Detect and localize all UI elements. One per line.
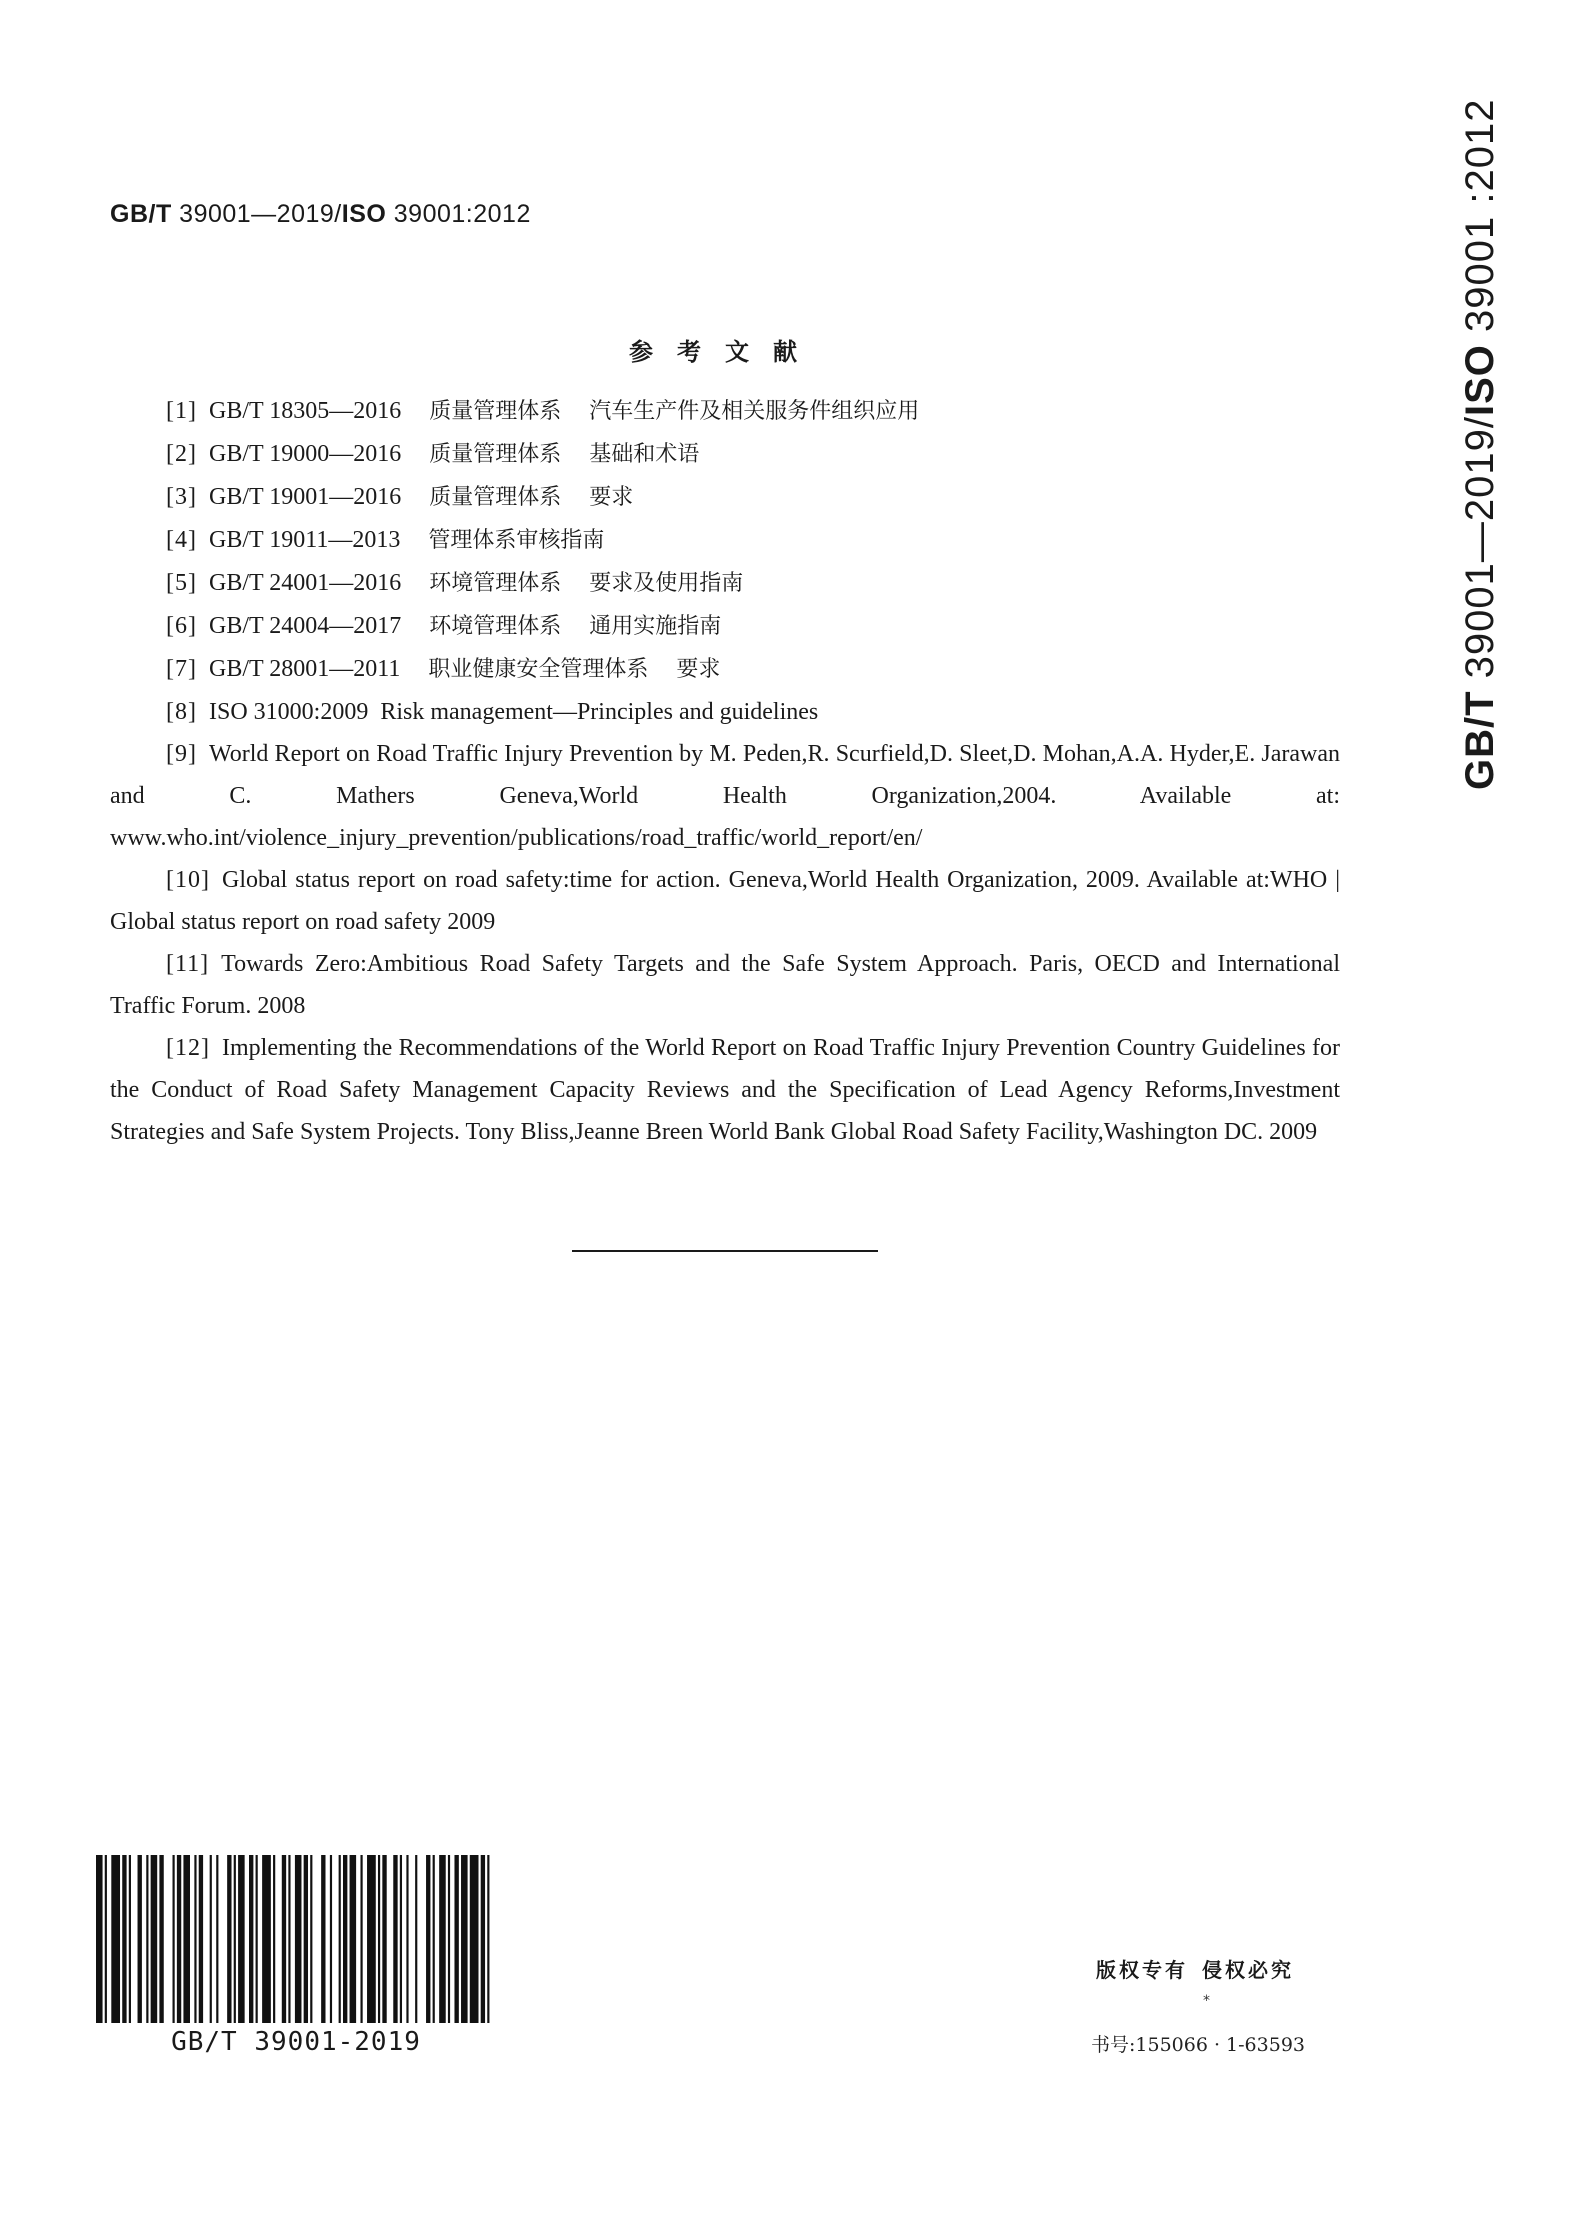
reference-title-part1: 职业健康安全管理体系 xyxy=(428,657,649,682)
barcode-bar xyxy=(216,1855,218,2023)
barcode-bar xyxy=(282,1855,286,2023)
vertical-standard-code xyxy=(1458,98,1502,790)
barcode-bar xyxy=(273,1855,275,2023)
reference-title-part2: 要求 xyxy=(676,657,721,682)
barcode-bar xyxy=(448,1855,450,2023)
barcode-bar xyxy=(288,1855,290,2023)
barcode-bar xyxy=(439,1855,446,2023)
header-gb-number: 39001—2019/ xyxy=(171,200,342,228)
reference-item-10 xyxy=(110,859,1340,943)
reference-title-part1: 质量管理体系 xyxy=(429,442,562,467)
barcode-bar xyxy=(330,1855,332,2023)
copyright-notice xyxy=(1096,1954,1294,1983)
barcode-bar xyxy=(96,1855,103,2023)
reference-standard: GB/T 19011—2013 xyxy=(208,527,401,553)
reference-text: Implementing the Recommendations of the World Report on Road Traffic Injury Prevention Country Guidelines for the Conduct of Road Safety Management Capacity Reviews and the Specification of Lead Agency Reforms,Investment Strategies and Safe System Projects. Tony Bliss,Jeanne Breen World Bank Global Road Safety Facility,Washington DC. 2009 xyxy=(110,1035,1340,1145)
side-gb-prefix: GB/T xyxy=(1458,690,1502,790)
barcode-bar xyxy=(350,1855,357,2023)
barcode-bar xyxy=(159,1855,163,2023)
barcode-bar xyxy=(433,1855,435,2023)
reference-number: [6] xyxy=(166,613,197,639)
copyright-part-a: 版权专有 xyxy=(1096,1958,1188,1982)
reference-standard: GB/T 28001—2011 xyxy=(208,656,401,682)
barcode-bar xyxy=(177,1855,181,2023)
barcode-bar xyxy=(454,1855,458,2023)
reference-standard: GB/T 24004—2017 xyxy=(208,613,402,639)
reference-item-5 xyxy=(110,562,1340,605)
reference-number: [10] xyxy=(166,867,210,893)
barcode-bar xyxy=(249,1855,253,2023)
reference-item-7 xyxy=(110,648,1340,691)
reference-title-part1: 质量管理体系 xyxy=(429,485,562,510)
barcode-bar xyxy=(262,1855,271,2023)
barcode-bar xyxy=(183,1855,190,2023)
barcode-bar xyxy=(122,1855,126,2023)
asterisk-mark: * xyxy=(1203,1993,1210,2009)
reference-number: [1] xyxy=(166,398,197,424)
reference-number: [9] xyxy=(166,741,197,767)
running-header-code xyxy=(110,200,531,229)
side-iso-number: 39001 :2012 xyxy=(1458,98,1502,345)
header-iso-number: 39001:2012 xyxy=(386,200,531,228)
reference-title-part1: 环境管理体系 xyxy=(429,571,562,596)
header-gb-prefix: GB/T xyxy=(110,200,172,228)
barcode-bar xyxy=(487,1855,489,2023)
reference-standard: GB/T 19000—2016 xyxy=(208,441,402,467)
barcode-bar xyxy=(481,1855,485,2023)
barcode-bar xyxy=(382,1855,386,2023)
barcode-bar xyxy=(138,1855,142,2023)
barcode-bar xyxy=(343,1855,347,2023)
reference-number: [3] xyxy=(166,484,197,510)
reference-item-6 xyxy=(110,605,1340,648)
reference-title-part1: 质量管理体系 xyxy=(429,399,562,424)
reference-text: World Report on Road Traffic Injury Prevention by M. Peden,R. Scurfield,D. Sleet,D. Mohan,A.A. Hyder,E. Jarawan and C. Mathers Geneva,World Health Organization,2004. Available at: www.who.int/violence_injury_prevention/publications/road_traffic/world_report/en/ xyxy=(110,741,1340,851)
barcode-bar xyxy=(415,1855,417,2023)
reference-standard: GB/T 24001—2016 xyxy=(208,570,402,596)
barcode-bar xyxy=(151,1855,158,2023)
barcode-bar xyxy=(111,1855,120,2023)
reference-number: [5] xyxy=(166,570,197,596)
references-list xyxy=(110,390,1340,1153)
barcode-bar xyxy=(234,1855,236,2023)
barcode-bar xyxy=(367,1855,376,2023)
reference-item-4 xyxy=(110,519,1340,562)
barcode-bar xyxy=(360,1855,362,2023)
barcode-bar xyxy=(295,1855,302,2023)
reference-number: [8] xyxy=(166,699,197,725)
barcode-bar xyxy=(378,1855,380,2023)
barcode-bar xyxy=(461,1855,468,2023)
barcode-bar xyxy=(393,1855,397,2023)
reference-number: [11] xyxy=(166,951,210,977)
barcode-bar xyxy=(173,1855,175,2023)
reference-number: [7] xyxy=(166,656,197,682)
barcode-bar xyxy=(199,1855,203,2023)
reference-item-3 xyxy=(110,476,1340,519)
reference-standard: GB/T 19001—2016 xyxy=(208,484,402,510)
barcode-bar xyxy=(339,1855,341,2023)
barcode-bar xyxy=(227,1855,231,2023)
side-iso-prefix: ISO xyxy=(1458,344,1502,416)
reference-text: Towards Zero:Ambitious Road Safety Targets and the Safe System Approach. Paris, OECD and International Traffic Forum. 2008 xyxy=(110,951,1340,1019)
reference-number: [12] xyxy=(166,1035,210,1061)
barcode-bar xyxy=(256,1855,258,2023)
barcode-bar xyxy=(146,1855,148,2023)
book-number: 书号:155066 · 1-63593 xyxy=(1091,2034,1306,2056)
barcode-bar xyxy=(310,1855,312,2023)
barcode-bar xyxy=(321,1855,325,2023)
reference-title-part1: 环境管理体系 xyxy=(429,614,562,639)
barcode-bar xyxy=(194,1855,196,2023)
barcode-bar xyxy=(129,1855,131,2023)
reference-title-part2: 汽车生产件及相关服务件组织应用 xyxy=(589,399,920,424)
barcode-bar xyxy=(210,1855,212,2023)
reference-title-part2: 要求及使用指南 xyxy=(589,571,744,596)
reference-item-11 xyxy=(110,943,1340,1027)
barcode-bar xyxy=(426,1855,430,2023)
barcode-bar xyxy=(400,1855,402,2023)
side-gb-number: 39001—2019/ xyxy=(1458,416,1502,691)
reference-text: Global status report on road safety:time for action. Geneva,World Health Organization, 2009. Available at:WHO | Global status report on road safety 2009 xyxy=(110,867,1340,935)
reference-title-part2: 基础和术语 xyxy=(589,442,700,467)
barcode-bar xyxy=(304,1855,308,2023)
reference-standard: GB/T 18305—2016 xyxy=(208,398,402,424)
barcode-bar xyxy=(470,1855,479,2023)
reference-title-part2: 要求 xyxy=(589,485,634,510)
end-of-document-rule xyxy=(572,1250,878,1252)
barcode-bar xyxy=(238,1855,245,2023)
reference-item-9 xyxy=(110,733,1340,859)
reference-number: [2] xyxy=(166,441,197,467)
reference-item-2 xyxy=(110,433,1340,476)
copyright-part-b: 侵权必究 xyxy=(1202,1958,1294,1982)
reference-item-1 xyxy=(110,390,1340,433)
references-title: 参考文献 xyxy=(629,338,821,366)
reference-title-part1: 管理体系审核指南 xyxy=(428,528,605,553)
reference-number: [4] xyxy=(166,527,197,553)
header-iso-prefix: ISO xyxy=(341,200,387,228)
barcode-label: GB/T 39001-2019 xyxy=(171,2027,421,2057)
reference-text: ISO 31000:2009 Risk management—Principles and guidelines xyxy=(208,699,819,725)
reference-item-12 xyxy=(110,1027,1340,1153)
reference-item-8 xyxy=(110,691,1340,733)
barcode xyxy=(96,1855,496,2023)
barcode-bar xyxy=(105,1855,107,2023)
barcode-bar xyxy=(406,1855,408,2023)
reference-title-part2: 通用实施指南 xyxy=(589,614,722,639)
